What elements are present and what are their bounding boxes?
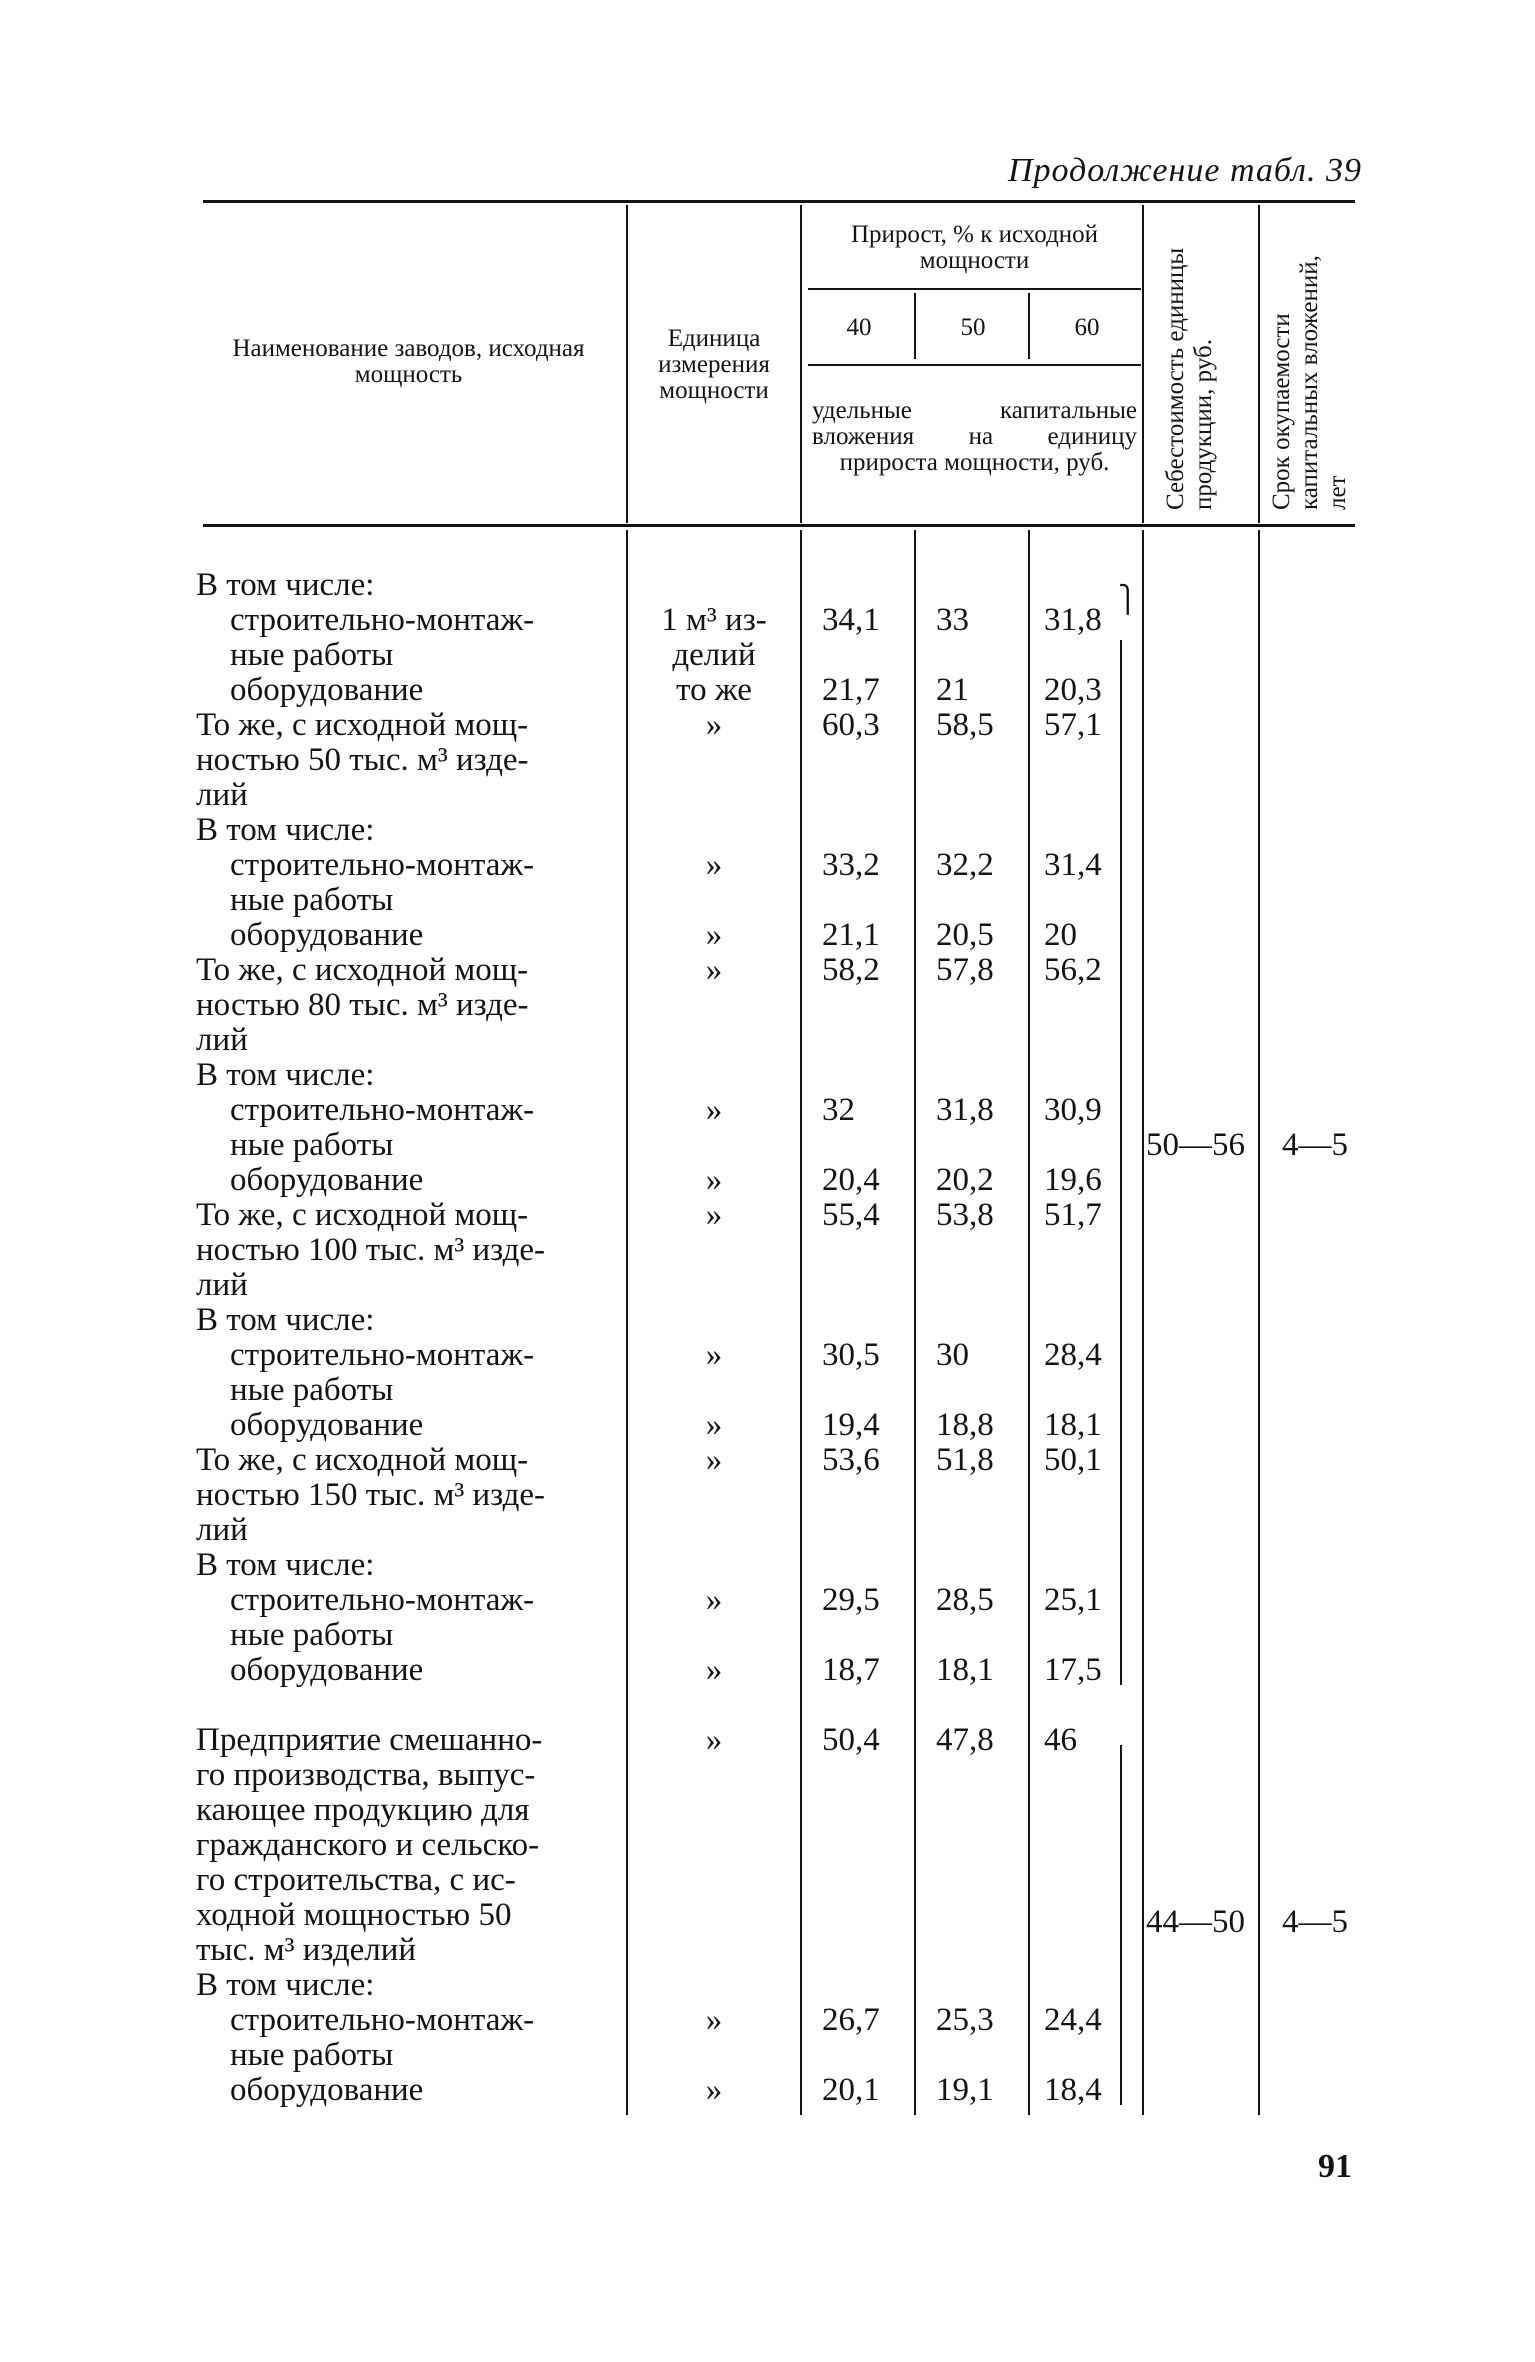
unit-cell: » (705, 952, 723, 988)
growth-50-cell: 31,8 (936, 1092, 994, 1128)
group-2-payback: 4—5 (1282, 1904, 1348, 1940)
growth-60-cell: 28,4 (1044, 1337, 1102, 1373)
growth-40-cell: 21,1 (822, 917, 880, 953)
row-name: То же, с исходной мощ- (196, 952, 529, 988)
growth-60-cell: 24,4 (1044, 2002, 1102, 2038)
row-name: ные работы (230, 2037, 394, 2073)
growth-60-cell: 20,3 (1044, 672, 1102, 708)
growth-40-cell: 55,4 (822, 1197, 880, 1233)
header-divider (1258, 205, 1260, 523)
growth-60-cell: 19,6 (1044, 1162, 1102, 1198)
row-name: лий (196, 777, 248, 813)
unit-cell: » (705, 847, 723, 883)
body-divider (800, 530, 802, 2115)
header-cost: Себестоимость единицы продукции, руб. (1162, 247, 1217, 510)
growth-40-cell: 33,2 (822, 847, 880, 883)
unit-cell: » (705, 1197, 723, 1233)
growth-50-cell: 20,2 (936, 1162, 994, 1198)
growth-40-cell: 34,1 (822, 602, 880, 638)
growth-40-cell: 32 (822, 1092, 855, 1128)
row-name: лий (196, 1512, 248, 1548)
row-name: То же, с исходной мощ- (196, 1442, 529, 1478)
header-payback: Срок окупаемости капитальных вложений, лет (1268, 255, 1351, 510)
growth-40-cell: 30,5 (822, 1337, 880, 1373)
growth-50-cell: 18,8 (936, 1407, 994, 1443)
row-name: ные работы (230, 1617, 394, 1653)
growth-40-cell: 19,4 (822, 1407, 880, 1443)
growth-50-cell: 20,5 (936, 917, 994, 953)
growth-60-cell: 25,1 (1044, 1582, 1102, 1618)
row-name: ностью 50 тыс. м³ изде- (196, 742, 529, 778)
row-name: лий (196, 1022, 248, 1058)
unit-cell: » (705, 1162, 723, 1198)
header-rule (203, 524, 1355, 527)
row-name: оборудование (230, 672, 424, 708)
row-name: ностью 100 тыс. м³ изде- (196, 1232, 546, 1268)
row-name: ностью 80 тыс. м³ изде- (196, 987, 529, 1023)
unit-cell: то же (676, 672, 752, 708)
row-name: го производства, выпус- (196, 1757, 536, 1793)
row-name: оборудование (230, 1162, 424, 1198)
header-growth-50: 50 (960, 314, 986, 341)
row-name: оборудование (230, 917, 424, 953)
growth-60-cell: 18,4 (1044, 2072, 1102, 2108)
growth-40-cell: 20,4 (822, 1162, 880, 1198)
growth-60-cell: 17,5 (1044, 1652, 1102, 1688)
body-divider (1028, 530, 1030, 2115)
unit-cell: » (705, 917, 723, 953)
row-name: В том числе: (196, 1547, 375, 1583)
growth-60-cell: 51,7 (1044, 1197, 1102, 1233)
row-name: То же, с исходной мощ- (196, 1197, 529, 1233)
page-number: 91 (1318, 2148, 1352, 2185)
group-2-cost: 44—50 (1146, 1904, 1245, 1940)
unit-cell: » (705, 2002, 723, 2038)
unit-cell: 1 м³ из- (661, 602, 767, 638)
row-name: ные работы (230, 637, 394, 673)
growth-50-cell: 28,5 (936, 1582, 994, 1618)
body-divider (914, 530, 916, 2115)
row-name: ные работы (230, 1127, 394, 1163)
row-name: кающее продукцию для (196, 1792, 530, 1828)
header-growth: Прирост, % к исходной мощности (850, 221, 1099, 274)
unit-cell: » (705, 1582, 723, 1618)
brace-line (1120, 1745, 1122, 2105)
growth-50-cell: 47,8 (936, 1722, 994, 1758)
growth-40-cell: 58,2 (822, 952, 880, 988)
growth-50-cell: 19,1 (936, 2072, 994, 2108)
growth-60-cell: 57,1 (1044, 707, 1102, 743)
row-name: строительно-монтаж- (230, 2002, 535, 2038)
growth-60-cell: 18,1 (1044, 1407, 1102, 1443)
top-rule (203, 200, 1355, 203)
growth-40-cell: 26,7 (822, 2002, 880, 2038)
row-name: го строительства, с ис- (196, 1862, 516, 1898)
row-name: В том числе: (196, 1967, 375, 2003)
growth-60-cell: 56,2 (1044, 952, 1102, 988)
body-divider (1258, 530, 1260, 2115)
header-name: Наименование заводов, исходная мощность (232, 335, 585, 388)
growth-50-cell: 32,2 (936, 847, 994, 883)
growth-40-cell: 18,7 (822, 1652, 880, 1688)
growth-40-cell: 50,4 (822, 1722, 880, 1758)
brace-line (1120, 640, 1122, 1685)
row-name: строительно-монтаж- (230, 1337, 535, 1373)
row-name: оборудование (230, 1407, 424, 1443)
growth-40-cell: 53,6 (822, 1442, 880, 1478)
row-name: гражданского и сельско- (196, 1827, 540, 1863)
growth-50-cell: 53,8 (936, 1197, 994, 1233)
body-divider (1142, 530, 1144, 2115)
growth-60-cell: 20 (1044, 917, 1077, 953)
header-investment: удельные капитальные вложения на единицу прироста мощности, руб. (812, 397, 1137, 476)
row-name: оборудование (230, 1652, 424, 1688)
growth-40-cell: 29,5 (822, 1582, 880, 1618)
header-growth-60: 60 (1074, 314, 1100, 341)
header-divider (914, 293, 916, 359)
row-name: тыс. м³ изделий (196, 1932, 417, 1968)
growth-60-cell: 50,1 (1044, 1442, 1102, 1478)
group-1-payback: 4—5 (1282, 1127, 1348, 1163)
header-divider (1142, 205, 1144, 523)
row-name: То же, с исходной мощ- (196, 707, 529, 743)
row-name: Предприятие смешанно- (196, 1722, 543, 1758)
row-name: ные работы (230, 882, 394, 918)
growth-50-cell: 18,1 (936, 1652, 994, 1688)
body-divider (626, 530, 628, 2115)
unit-cell: » (705, 2072, 723, 2108)
row-name: строительно-монтаж- (230, 1582, 535, 1618)
row-name: В том числе: (196, 1302, 375, 1338)
row-name: строительно-монтаж- (230, 1092, 535, 1128)
row-name: ходной мощностью 50 (196, 1897, 512, 1933)
row-name: В том числе: (196, 812, 375, 848)
row-name: В том числе: (196, 1057, 375, 1093)
growth-50-cell: 30 (936, 1337, 969, 1373)
growth-50-cell: 58,5 (936, 707, 994, 743)
row-name: В том числе: (196, 567, 375, 603)
row-name: ные работы (230, 1372, 394, 1408)
header-subrule (808, 364, 1141, 366)
growth-50-cell: 25,3 (936, 2002, 994, 2038)
header-divider (1028, 293, 1030, 359)
row-name: лий (196, 1267, 248, 1303)
row-name: оборудование (230, 2072, 424, 2108)
growth-50-cell: 57,8 (936, 952, 994, 988)
header-divider (800, 205, 802, 523)
brace-top: ⎫ (1118, 585, 1138, 614)
growth-40-cell: 20,1 (822, 2072, 880, 2108)
growth-50-cell: 21 (936, 672, 969, 708)
row-name: строительно-монтаж- (230, 847, 535, 883)
growth-40-cell: 60,3 (822, 707, 880, 743)
row-name: ностью 150 тыс. м³ изде- (196, 1477, 546, 1513)
header-subrule (808, 288, 1141, 290)
growth-50-cell: 33 (936, 602, 969, 638)
growth-60-cell: 31,8 (1044, 602, 1102, 638)
header-growth-40: 40 (846, 314, 872, 341)
unit-cell: » (705, 707, 723, 743)
header-divider (626, 205, 628, 523)
growth-60-cell: 31,4 (1044, 847, 1102, 883)
unit-cell: » (705, 1442, 723, 1478)
unit-cell: » (705, 1652, 723, 1688)
growth-60-cell: 46 (1044, 1722, 1077, 1758)
table-caption: Продолжение табл. 39 (1007, 152, 1362, 189)
growth-40-cell: 21,7 (822, 672, 880, 708)
unit-cell: делий (672, 637, 756, 673)
unit-cell: » (705, 1722, 723, 1758)
header-unit: Единица измерения мощности (658, 325, 770, 404)
row-name: строительно-монтаж- (230, 602, 535, 638)
unit-cell: » (705, 1337, 723, 1373)
unit-cell: » (705, 1407, 723, 1443)
unit-cell: » (705, 1092, 723, 1128)
growth-50-cell: 51,8 (936, 1442, 994, 1478)
group-1-cost: 50—56 (1146, 1127, 1245, 1163)
growth-60-cell: 30,9 (1044, 1092, 1102, 1128)
